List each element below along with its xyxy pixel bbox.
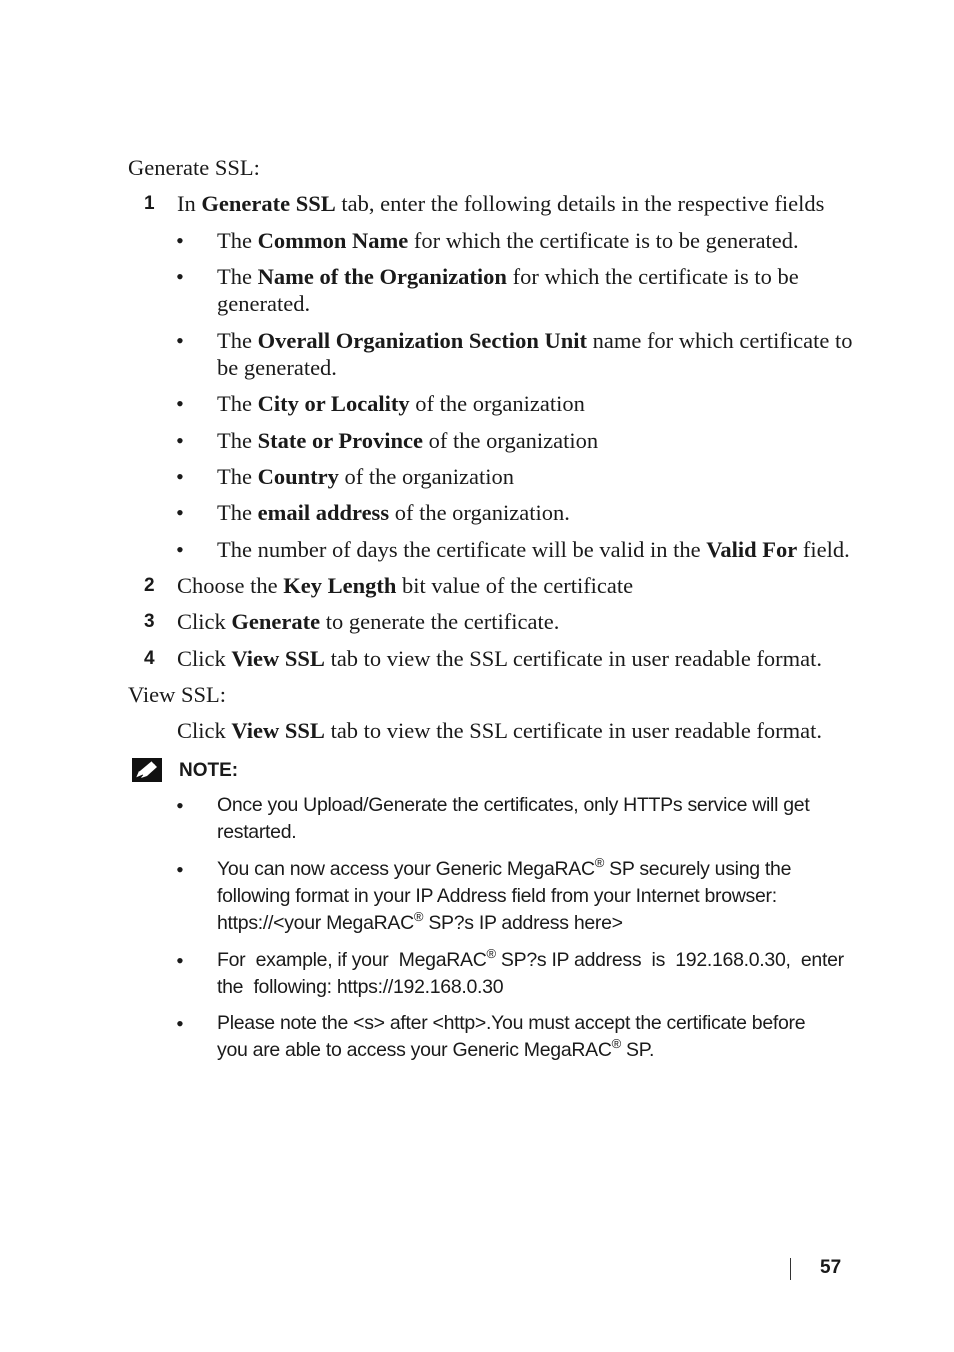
list-item: The number of days the certificate will be valid in the Valid For field.	[217, 537, 850, 562]
view-ssl-heading: View SSL:	[128, 682, 227, 707]
pencil-note-icon	[132, 758, 162, 782]
list-item: The City or Locality of the organization	[217, 391, 585, 416]
generate-ssl-heading: Generate SSL:	[128, 155, 260, 180]
bullet: •	[176, 537, 184, 562]
bullet: •	[176, 500, 184, 525]
step-number: 4	[144, 648, 155, 669]
bullet: •	[176, 857, 184, 882]
bullet: •	[176, 264, 184, 289]
bullet: •	[176, 428, 184, 453]
list-item: The Common Name for which the certificate is to be generated.	[217, 228, 799, 253]
list-item: The email address of the organization.	[217, 500, 570, 525]
bullet: •	[176, 228, 184, 253]
list-item: The Name of the Organization for which the certificate is to be generated.	[217, 264, 799, 316]
note-item: Please note the <s> after <http>.You must accept the certificate before you are able to access your Generic MegaRAC® SP.	[217, 1012, 806, 1061]
page-number: 57	[820, 1257, 842, 1278]
bullet: •	[176, 948, 184, 973]
view-ssl-text: Click View SSL tab to view the SSL certificate in user readable format.	[177, 718, 823, 743]
bullet: •	[176, 328, 184, 353]
step-text: Choose the Key Length bit value of the certificate	[177, 573, 634, 598]
list-item: The Country of the organization	[217, 464, 515, 489]
page-divider	[790, 1258, 791, 1280]
step-number: 2	[144, 575, 155, 596]
step-text: In Generate SSL tab, enter the following details in the respective fields	[177, 191, 825, 216]
bullet: •	[176, 1011, 184, 1036]
bullet: •	[176, 793, 184, 818]
step-text: Click View SSL tab to view the SSL certificate in user readable format.	[177, 646, 823, 671]
step-number: 1	[144, 193, 155, 214]
bullet: •	[176, 464, 184, 489]
note-item: You can now access your Generic MegaRAC® SP securely using the following format in your IP Address field from your Internet browser: https://<your MegaRAC® SP?s IP address here>	[217, 854, 792, 934]
list-item: The State or Province of the organization	[217, 428, 599, 453]
step-text: Click Generate to generate the certificate.	[177, 609, 560, 634]
note-item: Once you Upload/Generate the certificates, only HTTPs service will get restarted.	[217, 794, 810, 843]
list-item: The Overall Organization Section Unit name for which certificate to be generated.	[217, 328, 853, 380]
step-number: 3	[144, 611, 155, 632]
note-item: For example, if your MegaRAC® SP?s IP address is 192.168.0.30, enter the following: https://192.168.0.30	[217, 945, 844, 998]
bullet: •	[176, 391, 184, 416]
note-label: NOTE:	[179, 760, 239, 781]
